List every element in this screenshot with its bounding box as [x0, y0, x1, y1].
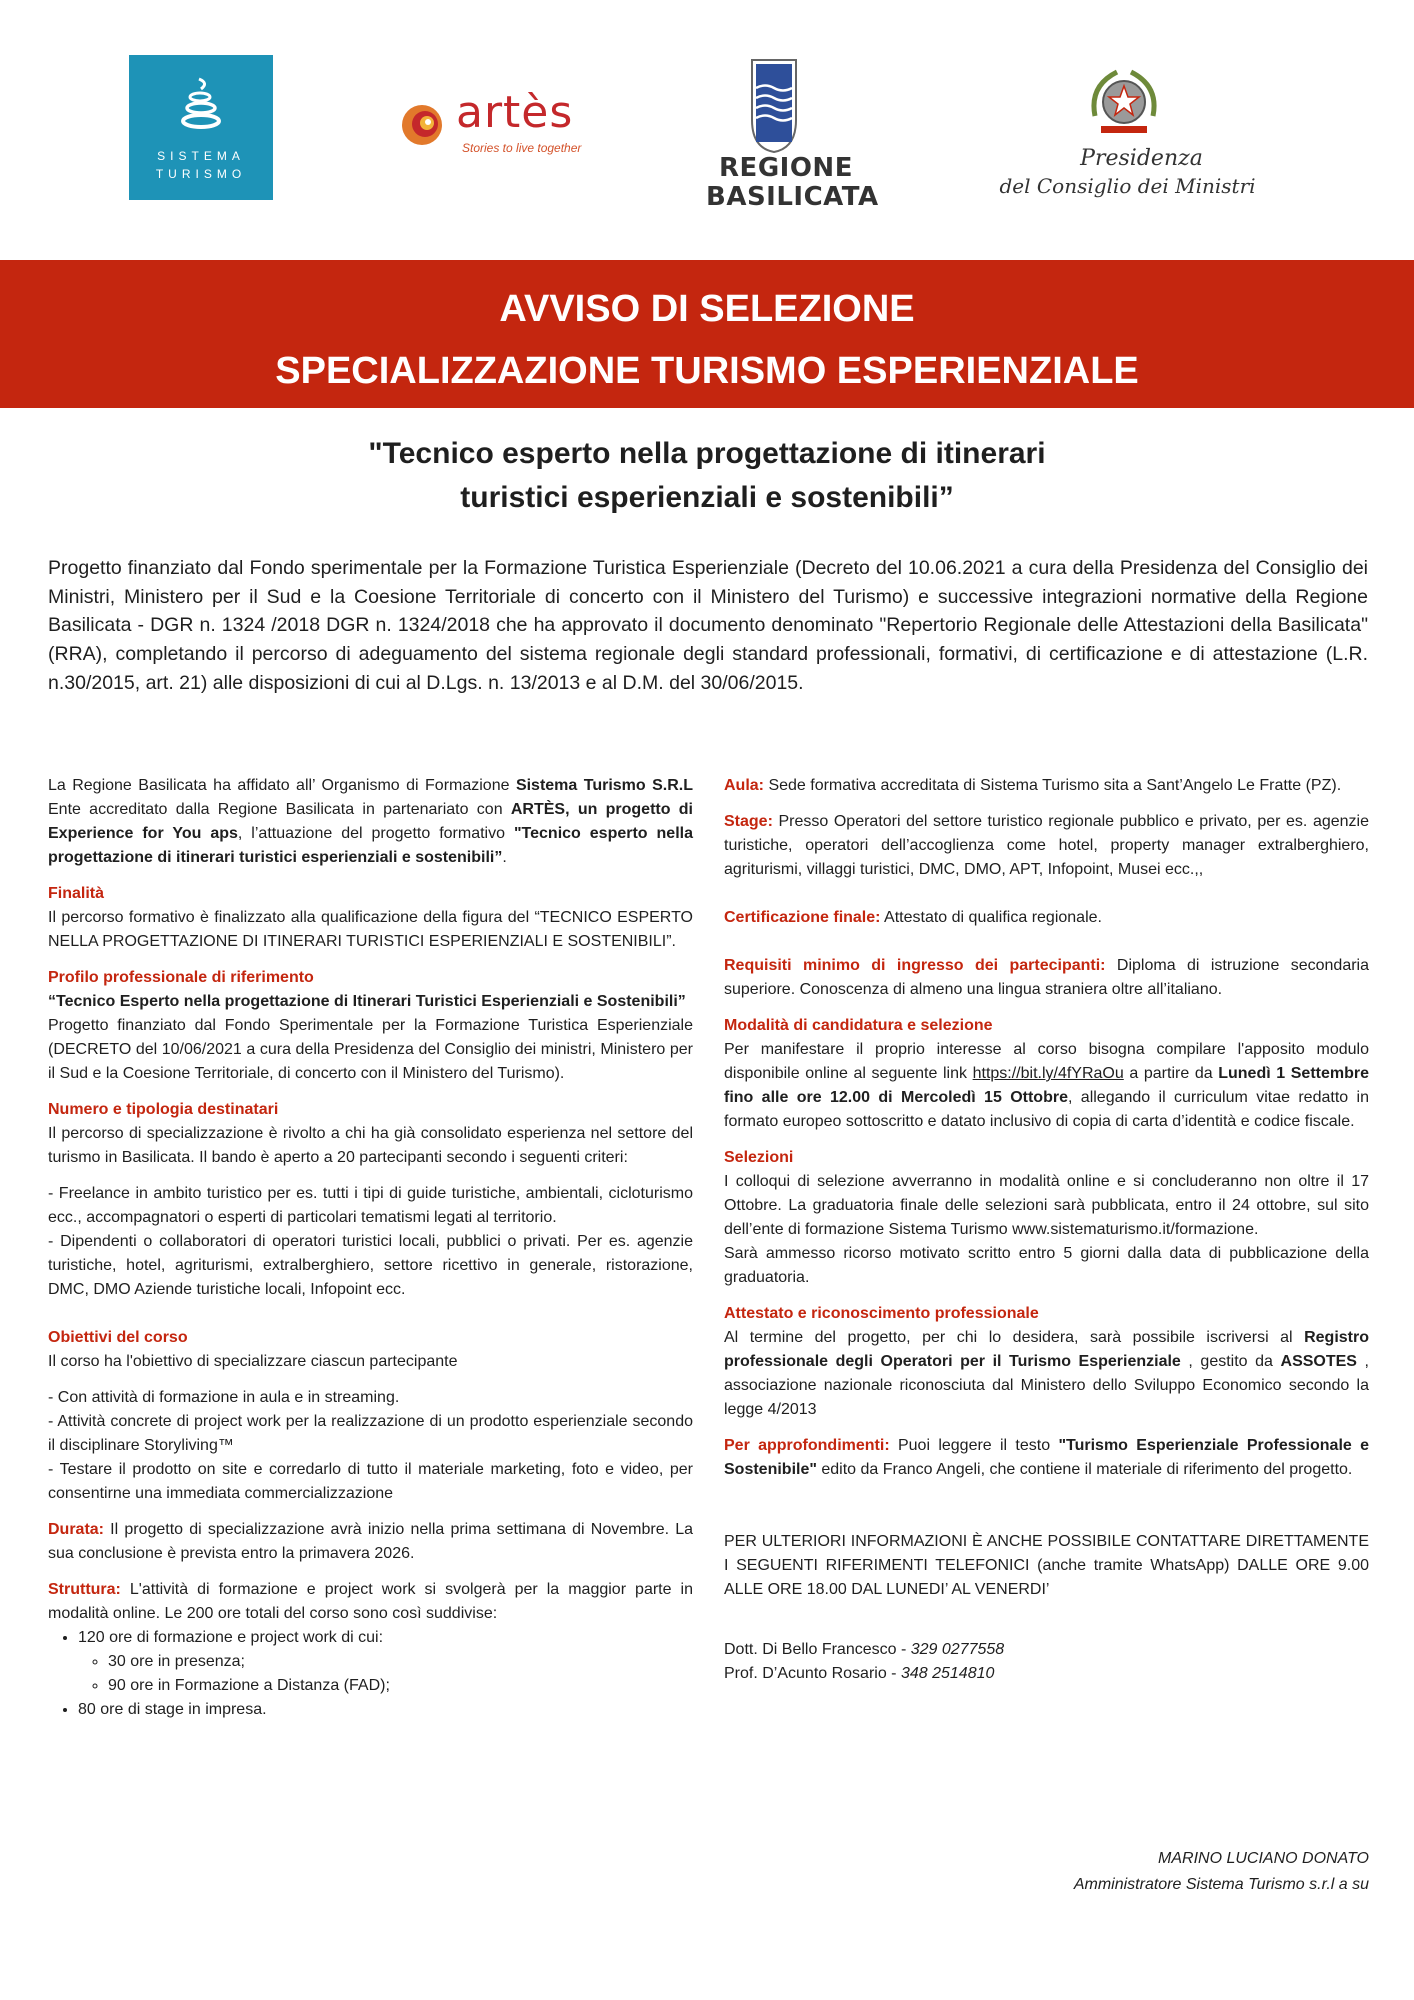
finalita-heading: Finalità	[48, 885, 105, 902]
assignment-text-a: La Regione Basilicata ha affidato all’ Organismo di Formazione	[48, 777, 516, 794]
signature-role: Amministratore Sistema Turismo s.r.l a su	[1073, 1876, 1369, 1893]
obiettivi-heading: Obiettivi del corso	[48, 1329, 188, 1346]
obiettivi-item-2: - Attività concrete di project work per la realizzazione di un prodotto esperienziale secondo il disciplinare Storyliving™	[48, 1413, 693, 1454]
artes-tagline: Stories to live together	[462, 141, 582, 155]
assignment-project: "Tecnico esperto nella progettazione di itinerari turistici esperienziali e sostenibili”	[48, 825, 693, 866]
contact-1-name: Dott. Di Bello Francesco -	[724, 1641, 911, 1658]
assignment-partner: ARTÈS, un progetto di Experience for You aps	[48, 801, 693, 842]
modalita-dates: Lunedì 1 Settembre fino alle ore 12.00 di Mercoledì 15 Ottobre	[724, 1065, 1369, 1106]
attestato-assotes: ASSOTES	[1280, 1353, 1357, 1370]
assignment-paragraph	[48, 774, 693, 870]
attestato-registro: Registro professionale degli Operatori per il Turismo Esperienziale	[724, 1329, 1369, 1370]
sistema-turismo-logo	[129, 55, 273, 200]
req-text: Diploma di istruzione secondaria superiore. Conoscenza di almeno una lingua straniera oltre all’italiano.	[724, 957, 1370, 998]
durata-text: Il progetto di specializzazione avrà inizio nella prima settimana di Novembre. La sua conclusione è prevista entro la primavera 2026.	[48, 1521, 693, 1562]
modalita-text-b: a partire da	[1123, 1065, 1219, 1082]
struttura-list	[48, 1626, 693, 1722]
aula-paragraph	[724, 774, 1369, 798]
aula-text: Sede formativa accreditata di Sistema Turismo sita a Sant’Angelo Le Fratte (PZ).	[764, 777, 1342, 794]
presidenza-line2: del Consiglio dei Ministri	[999, 174, 1256, 198]
aula-heading: Aula:	[724, 777, 764, 794]
stage-heading: Stage:	[724, 813, 773, 830]
assignment-text-g: .	[502, 849, 507, 866]
cert-text: Attestato di qualifica regionale.	[880, 909, 1102, 926]
assignment-text-e: , l’attuazione del progetto formativo	[237, 825, 514, 842]
list-item	[78, 1698, 693, 1722]
swirl-icon	[179, 75, 223, 135]
contact-1-phone: 329 0277558	[910, 1641, 1005, 1658]
obiettivi-item-1: - Con attività di formazione in aula e in streaming.	[48, 1389, 400, 1406]
course-subtitle	[0, 432, 1414, 520]
regione-basilicata-logo	[706, 58, 879, 213]
struttura-heading: Struttura:	[48, 1581, 121, 1598]
approfondimenti-text-c: edito da Franco Angeli, che contiene il materiale di riferimento del progetto.	[816, 1461, 1353, 1478]
contact-2-name: Prof. D’Acunto Rosario -	[724, 1665, 901, 1682]
artes-swirl-icon	[396, 101, 452, 147]
struttura-item-1: 120 ore di formazione e project work di cui:	[78, 1629, 384, 1646]
stage-text: Presso Operatori del settore turistico regionale pubblico e privato, per es. agenzie turistiche, operatori dell’accoglienza come hotel, property manager extralberghiero, agriturismi, villaggi turistici, DMC, DMO, APT, Infopoint, Musei ecc.,,	[724, 813, 1369, 878]
signature-name: MARINO LUCIANO DONATO	[1158, 1850, 1369, 1867]
selezioni-text-2: Sarà ammesso ricorso motivato scritto entro 5 giorni dalla data di pubblicazione della graduatoria.	[724, 1245, 1369, 1286]
application-link[interactable]: https://bit.ly/4fYRaOu	[972, 1065, 1124, 1082]
struttura-item-2: 80 ore di stage in impresa.	[78, 1701, 267, 1718]
approfondimenti-text-a: Puoi leggere il testo	[889, 1437, 1059, 1454]
contact-2	[724, 1662, 1369, 1686]
profilo-heading: Profilo professionale di riferimento	[48, 969, 314, 986]
struttura-paragraph	[48, 1578, 693, 1626]
selezioni-text-1: I colloqui di selezione avverranno in modalità online e si concluderanno non oltre il 17 Ottobre. La graduatoria finale delle selezioni sarà pubblicata, entro il 24 ottobre, sul sito dell’ente di formazione Sistema Turismo www.sistematurismo.it/formazione.	[724, 1173, 1369, 1238]
modalita-text-c: , allegando il curriculum vitae redatto in formato europeo sottoscritto e datato inclusivo di copia di carta d’identità e codice fiscale.	[724, 1089, 1369, 1130]
approfondimenti-book: "Turismo Esperienziale Professionale e Sostenibile"	[724, 1437, 1370, 1478]
info-paragraph: PER ULTERIORI INFORMAZIONI È ANCHE POSSIBILE CONTATTARE DIRETTAMENTE I SEGUENTI RIFERIMENTI TELEFONICI (anche tramite WhatsApp) DALLE ORE 9.00 ALLE ORE 18.00 DAL LUNEDI’ AL VENERDI’	[724, 1533, 1369, 1598]
obiettivi-item-3: - Testare il prodotto on site e corredarlo di tutto il materiale marketing, foto e video, per consentirne una immediata commercializzazione	[48, 1461, 693, 1502]
regione-shield-icon	[750, 58, 798, 154]
attestato-heading: Attestato e riconoscimento professionale	[724, 1305, 1039, 1322]
artes-name: artès	[456, 87, 574, 138]
regione-line1: REGIONE	[719, 153, 853, 183]
numero-text: Il percorso di specializzazione è rivolto a chi ha già consolidato esperienza nel settore del turismo in Basilicata. Il bando è aperto a 20 partecipanti secondo i seguenti criteri:	[48, 1125, 693, 1166]
approfondimenti-paragraph	[724, 1434, 1369, 1482]
presidenza-line1: Presidenza	[1080, 146, 1203, 171]
contact-2-phone: 348 2514810	[900, 1665, 995, 1682]
subtitle-line2: turistici esperienziali e sostenibili”	[460, 481, 954, 514]
assignment-text-c: Ente accreditato dalla Regione Basilicata in partenariato con	[48, 801, 511, 818]
durata-heading: Durata:	[48, 1521, 105, 1538]
modalita-heading: Modalità di candidatura e selezione	[724, 1017, 993, 1034]
obiettivi-text: Il corso ha l'obiettivo di specializzare ciascun partecipante	[48, 1353, 458, 1370]
italian-emblem-icon	[1087, 66, 1161, 142]
modalita-paragraph	[724, 1038, 1369, 1134]
numero-criterion-2: - Dipendenti o collaboratori di operatori turistici locali, pubblici o privati. Per es. agenzie turistiche, hotel, agriturismi, extralberghiero, settore ricettivo in generale, ristorazione, DMC, DMO Aziende turistiche locali, Infopoint ecc.	[48, 1233, 693, 1298]
cert-paragraph	[724, 906, 1369, 930]
struttura-item-1b: 90 ore in Formazione a Distanza (FAD);	[108, 1677, 390, 1694]
list-item	[78, 1626, 693, 1698]
struttura-item-1a: 30 ore in presenza;	[108, 1653, 245, 1670]
modalita-text-a: Per manifestare il proprio interesse al corso bisogna compilare l'apposito modulo disponibile online al seguente link	[724, 1041, 1369, 1082]
regione-line2: BASILICATA	[706, 182, 879, 212]
sistema-turismo-line2: TURISMO	[155, 167, 247, 181]
left-column	[48, 774, 693, 1722]
profilo-text: Progetto finanziato dal Fondo Sperimentale per la Formazione Turistica Esperienziale (DECRETO del 10/06/2021 a cura della Presidenza del Consiglio dei ministri, Ministero per il Sud e la Coesione Territoriale, di concerto con il Ministero del Turismo).	[48, 1017, 693, 1082]
assignment-org: Sistema Turismo S.R.L	[515, 777, 693, 794]
attestato-text-a: Al termine del progetto, per chi lo desidera, sarà possibile iscriversi al	[724, 1329, 1305, 1346]
list-item	[108, 1674, 693, 1698]
attestato-paragraph	[724, 1326, 1369, 1422]
list-item	[108, 1650, 693, 1674]
approfondimenti-heading: Per approfondimenti:	[724, 1437, 890, 1454]
contact-1	[724, 1638, 1369, 1662]
cert-heading: Certificazione finale:	[724, 909, 881, 926]
attestato-text-e: , associazione nazionale riconosciuta dal Ministero dello Sviluppo Economico secondo la legge 4/2013	[724, 1353, 1370, 1418]
intro-paragraph: Progetto finanziato dal Fondo sperimentale per la Formazione Turistica Esperienziale (Decreto del 10.06.2021 a cura della Presidenza del Consiglio dei Ministri, Ministero per il Sud e la Coesione Territoriale di concerto con il Ministero del Turismo) e successive integrazioni normative della Regione Basilicata - DGR n. 1324 /2018 DGR n. 1324/2018 che ha approvato il documento denominato "Repertorio Regionale delle Attestazioni della Basilicata" (RRA), completando il percorso di adeguamento del sistema regionale degli standard professionali, formativi, di certificazione e di attestazione (L.R. n.30/2015, art. 21) alle disposizioni di cui al D.Lgs. n. 13/2013 e al D.M. del 30/06/2015.	[48, 557, 1368, 694]
numero-criterion-1: - Freelance in ambito turistico per es. tutti i tipi di guide turistiche, ambientali, cicloturismo ecc., accompagnatori o esperti di particolari tematismi legati al territorio.	[48, 1185, 693, 1226]
title-banner	[0, 260, 1414, 408]
presidenza-logo	[985, 62, 1270, 212]
right-column	[724, 774, 1369, 1686]
numero-heading: Numero e tipologia destinatari	[48, 1101, 279, 1118]
banner-title-line2: SPECIALIZZAZIONE TURISMO ESPERIENZIALE	[275, 350, 1139, 392]
profilo-title: “Tecnico Esperto nella progettazione di Itinerari Turistici Esperienziali e Sostenibili”	[48, 993, 686, 1010]
stage-paragraph	[724, 810, 1369, 882]
finalita-text: Il percorso formativo è finalizzato alla qualificazione della figura del “TECNICO ESPERTO NELLA PROGETTAZIONE DI ITINERARI TURISTICI ESPERIENZIALI E SOSTENIBILI”.	[48, 909, 693, 950]
signature-block	[724, 1846, 1369, 1898]
req-paragraph	[724, 954, 1369, 1002]
banner-title-line1: AVVISO DI SELEZIONE	[499, 288, 915, 330]
subtitle-line1: "Tecnico esperto nella progettazione di itinerari	[368, 437, 1046, 470]
req-heading: Requisiti minimo di ingresso dei partecipanti:	[724, 957, 1106, 974]
selezioni-heading: Selezioni	[724, 1149, 794, 1166]
artes-logo	[396, 87, 616, 159]
sistema-turismo-line1: SISTEMA	[157, 149, 245, 163]
attestato-text-c: , gestito da	[1180, 1353, 1281, 1370]
durata-paragraph	[48, 1518, 693, 1566]
struttura-text: L'attività di formazione e project work si svolgerà per la maggior parte in modalità online. Le 200 ore totali del corso sono così suddivise:	[48, 1581, 693, 1622]
